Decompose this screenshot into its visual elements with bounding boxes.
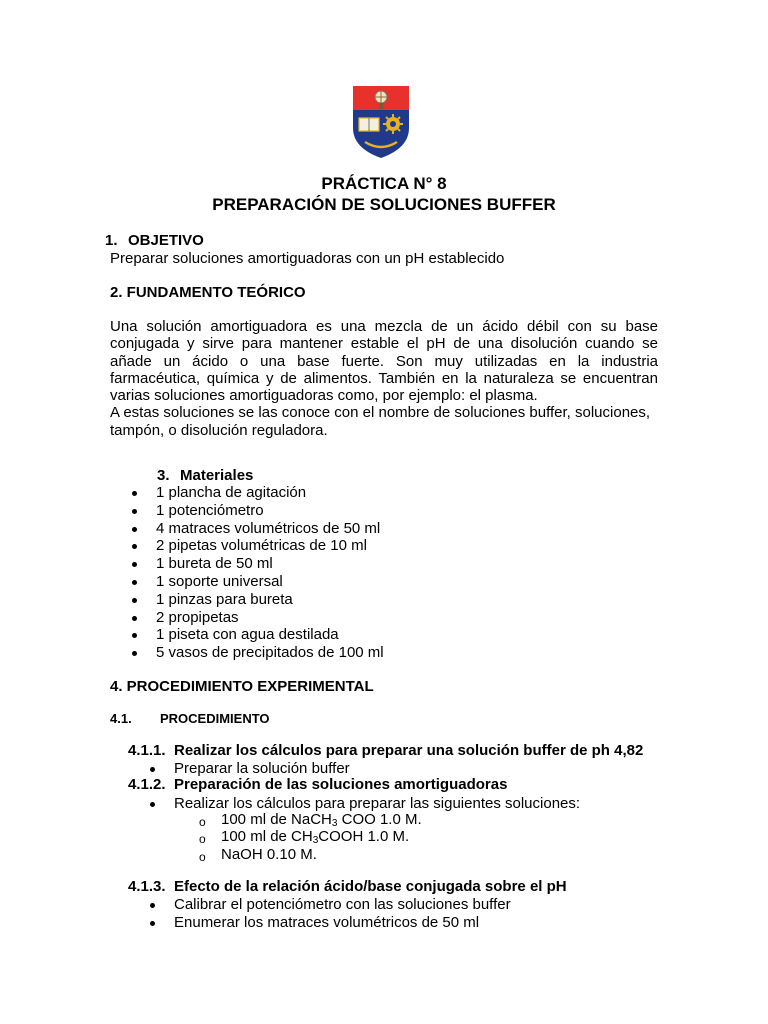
- bullet-dot-icon: [132, 562, 137, 567]
- step-bullet: Enumerar los matraces volumétricos de 50 ml: [174, 914, 480, 931]
- theory-paragraph-2: A estas soluciones se las conoce con el nombre de soluciones buffer, soluciones, tampón, o disolución reguladora.: [110, 404, 651, 439]
- bullet-dot-icon: [132, 527, 137, 532]
- solution-item: NaOH 0.10 M.: [221, 846, 317, 863]
- institution-crest-logo: [351, 84, 411, 162]
- step-number: 4.1.3.: [128, 878, 166, 895]
- practice-number-title: PRÁCTICA N° 8: [321, 174, 447, 193]
- bullet-dot-icon: [150, 767, 155, 772]
- bullet-dot-icon: [132, 633, 137, 638]
- theory-heading: 2. FUNDAMENTO TEÓRICO: [110, 284, 306, 301]
- procedure-subnumber: 4.1.: [110, 711, 132, 726]
- page-title: PREPARACIÓN DE SOLUCIONES BUFFER: [212, 195, 556, 214]
- materials-number: 3.: [157, 467, 170, 484]
- materials-heading: Materiales: [180, 467, 254, 484]
- bullet-dot-icon: [132, 491, 137, 496]
- step-bullet: Preparar la solución buffer: [174, 760, 350, 777]
- step-number: 4.1.2.: [128, 776, 166, 793]
- procedure-heading: 4. PROCEDIMIENTO EXPERIMENTAL: [110, 678, 374, 695]
- bullet-dot-icon: [132, 651, 137, 656]
- bullet-dot-icon: [132, 580, 137, 585]
- bullet-dot-icon: [150, 921, 155, 926]
- bullet-dot-icon: [132, 544, 137, 549]
- bullet-dot-icon: [132, 598, 137, 603]
- bullet-dot-icon: [150, 802, 155, 807]
- sub-bullet-icon: o: [199, 832, 206, 846]
- step-heading: Preparación de las soluciones amortiguadoras: [174, 776, 508, 793]
- objective-number: 1.: [105, 232, 118, 249]
- step-number: 4.1.1.: [128, 742, 166, 759]
- sub-bullet-icon: o: [199, 815, 206, 829]
- solution-item: 100 ml de $CH_3COOH$ 1.0 M.: [221, 828, 410, 846]
- theory-paragraph-1: Una solución amortiguadora es una mezcla de un ácido débil con su base conjugada y sirve para mantener estable el pH de una disolución cuando se añade un ácido o una base fuerte. Son muy utilizadas en la industria farmacéutica, química y de alimentos. También en la naturaleza se encuentran varias soluciones amortiguadoras como, por ejemplo: el plasma.: [110, 318, 658, 405]
- sub-bullet-icon: o: [199, 850, 206, 864]
- bullet-dot-icon: [132, 509, 137, 514]
- theory-body: [110, 318, 658, 439]
- procedure-subheading: PROCEDIMIENTO: [160, 711, 270, 726]
- step-heading: Realizar los cálculos para preparar una solución buffer de ph 4,82: [174, 742, 644, 759]
- objective-heading: OBJETIVO: [128, 232, 204, 249]
- document-page: PRÁCTICA N° 8 PREPARACIÓN DE SOLUCIONES BUFFER 1. OBJETIVO Preparar soluciones amortiguadoras con un pH establecido 2. FUNDAMENTO TEÓRICO Una solución amortiguadora es una mezcla de un ácido débil con su base conjugada y sirve para mantener estable el pH de una disolución cuando se añade un ácido o una base fuerte. Son muy utilizadas en la industria farmacéutica, química y de alimentos. También en la naturaleza se encuentran varias soluciones amortiguadoras como, por ejemplo: el plasma. A estas soluciones se las conoce con el nombre de soluciones buffer, soluciones, tampón, o disolución reguladora. 3. Materiales 1 plancha de agitación 1 potenciómetro 4 matraces volumétricos de 50 ml 2 pipetas volumétricas de 10 ml 1 bureta de 50 ml 1 soporte universal 1 pinzas para bureta 2 propipetas 1 piseta con agua destilada 5 vasos de precipitados de 100 ml 4. PROCEDIMIENTO EXPERIMENTAL 4.1. PROCEDIMIENTO 4.1.1. Realizar los cálculos para preparar una solución buffer de ph 4,82 Preparar la solución buffer 4.1.2. Preparación de las soluciones amortiguadoras Realizar los cálculos para preparar las siguientes soluciones: o 100 ml de NaCH$_3$ COO 1.0 M. o 100 ml de $CH_3COOH$ 1.0 M. o NaOH 0.10 M. 4.1.3. Efecto de la relación ácido/base conjugada sobre el pH Calibrar el potenciómetro con las soluciones buffer Enumerar los matraces volumétricos de 50 ml: [0, 0, 768, 1024]
- step-bullet: Realizar los cálculos para preparar las siguientes soluciones:: [174, 795, 581, 812]
- solution-item: 100 ml de NaCH$_3$ COO 1.0 M.: [221, 811, 422, 829]
- bullet-dot-icon: [150, 903, 155, 908]
- objective-text: Preparar soluciones amortiguadoras con un pH establecido: [110, 250, 505, 267]
- step-heading: Efecto de la relación ácido/base conjugada sobre el pH: [174, 878, 567, 895]
- step-bullet: Calibrar el potenciómetro con las soluciones buffer: [174, 896, 511, 913]
- bullet-dot-icon: [132, 616, 137, 621]
